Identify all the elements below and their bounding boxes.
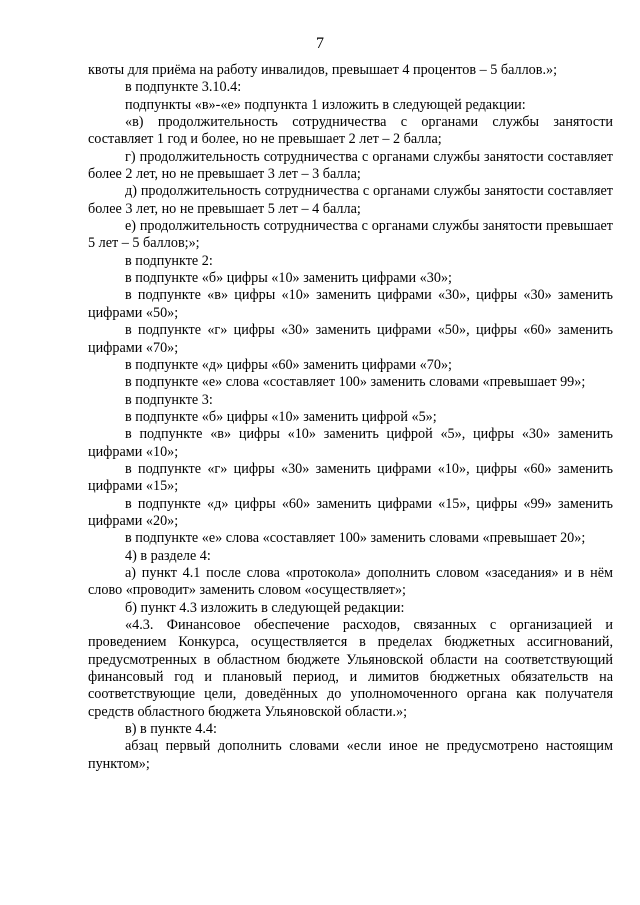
paragraph-item-4-1: а) пункт 4.1 после слова «протокола» дополнить словом «заседания» и в нём слово «проводит» заменить словом «осуществляет»; bbox=[88, 564, 613, 599]
paragraph-subitem-2: в подпункте 2: bbox=[125, 252, 213, 269]
paragraph-section-4: 4) в разделе 4: bbox=[125, 547, 211, 564]
paragraph-subitem-2-b: в подпункте «б» цифры «10» заменить цифрами «30»; bbox=[125, 270, 452, 287]
paragraph-subitem-3-g: в подпункте «г» цифры «30» заменить цифрами «10», цифры «60» заменить цифрами «15»; bbox=[88, 460, 613, 495]
paragraph-item-4-4-text: абзац первый дополнить словами «если иное не предусмотрено настоящим пунктом»; bbox=[88, 738, 613, 772]
document-body bbox=[88, 62, 613, 773]
paragraph-subitem-2-v: в подпункте «в» цифры «10» заменить цифрами «30», цифры «30» заменить цифрами «50»; bbox=[88, 287, 613, 321]
paragraph-subitem-3: в подпункте 3: bbox=[125, 391, 213, 408]
paragraph-item-e: е) продолжительность сотрудничества с органами службы занятости превышает 5 лет – 5 баллов;»; bbox=[88, 218, 613, 252]
paragraph-subitem-2-g: в подпункте «г» цифры «30» заменить цифрами «50», цифры «60» заменить цифрами «70»; bbox=[88, 322, 613, 356]
paragraph-subitem-3-10-4: в подпункте 3.10.4: bbox=[125, 79, 242, 96]
paragraph-subitem-3-v: в подпункте «в» цифры «10» заменить цифрой «5», цифры «30» заменить цифрами «10»; bbox=[88, 426, 613, 460]
paragraph-subitem-3-e: в подпункте «е» слова «составляет 100» заменить словами «превышает 20»; bbox=[125, 530, 586, 547]
paragraph-item-g: г) продолжительность сотрудничества с органами службы занятости составляет более 2 лет, но не превышает 3 лет – 3 балла; bbox=[88, 148, 613, 183]
paragraph-item-4-4: в) в пункте 4.4: bbox=[125, 721, 217, 738]
paragraph-item-d: д) продолжительность сотрудничества с органами службы занятости составляет более 3 лет, но не превышает 5 лет – 4 балла; bbox=[88, 183, 613, 217]
page-number: 7 bbox=[316, 35, 324, 52]
paragraph-subitem-3-d: в подпункте «д» цифры «60» заменить цифрами «15», цифры «99» заменить цифрами «20»; bbox=[88, 495, 613, 529]
paragraph-item-4-3: б) пункт 4.3 изложить в следующей редакции: bbox=[125, 599, 405, 616]
paragraph-subitem-3-b: в подпункте «б» цифры «10» заменить цифрой «5»; bbox=[125, 408, 437, 425]
paragraph-item-v: «в) продолжительность сотрудничества с органами службы занятости составляет 1 год и более, но не превышает 2 лет – 2 балла; bbox=[88, 114, 613, 148]
paragraph-item-4-3-text: «4.3. Финансовое обеспечение расходов, связанных с организацией и проведением Конкурса, осуществляется в пределах бюджетных ассигнований, предусмотренных в областном бюджете Ульяновской области на соответствующий финансовый год и плановый период, и лимитов бюджетных обязательств на соответствующие цели, доведённых до уполномоченного органа как получателя средств областного бюджета Ульяновской области.»; bbox=[88, 617, 613, 720]
paragraph-quota-continuation: квоты для приёма на работу инвалидов, превышает 4 процентов – 5 баллов.»; bbox=[88, 62, 558, 78]
paragraph-subitem-2-d: в подпункте «д» цифры «60» заменить цифрами «70»; bbox=[125, 356, 452, 373]
paragraph-subitem-2-e: в подпункте «е» слова «составляет 100» заменить словами «превышает 99»; bbox=[125, 374, 586, 391]
paragraph-subitems-v-e: подпункты «в»-«е» подпункта 1 изложить в следующей редакции: bbox=[125, 96, 526, 113]
